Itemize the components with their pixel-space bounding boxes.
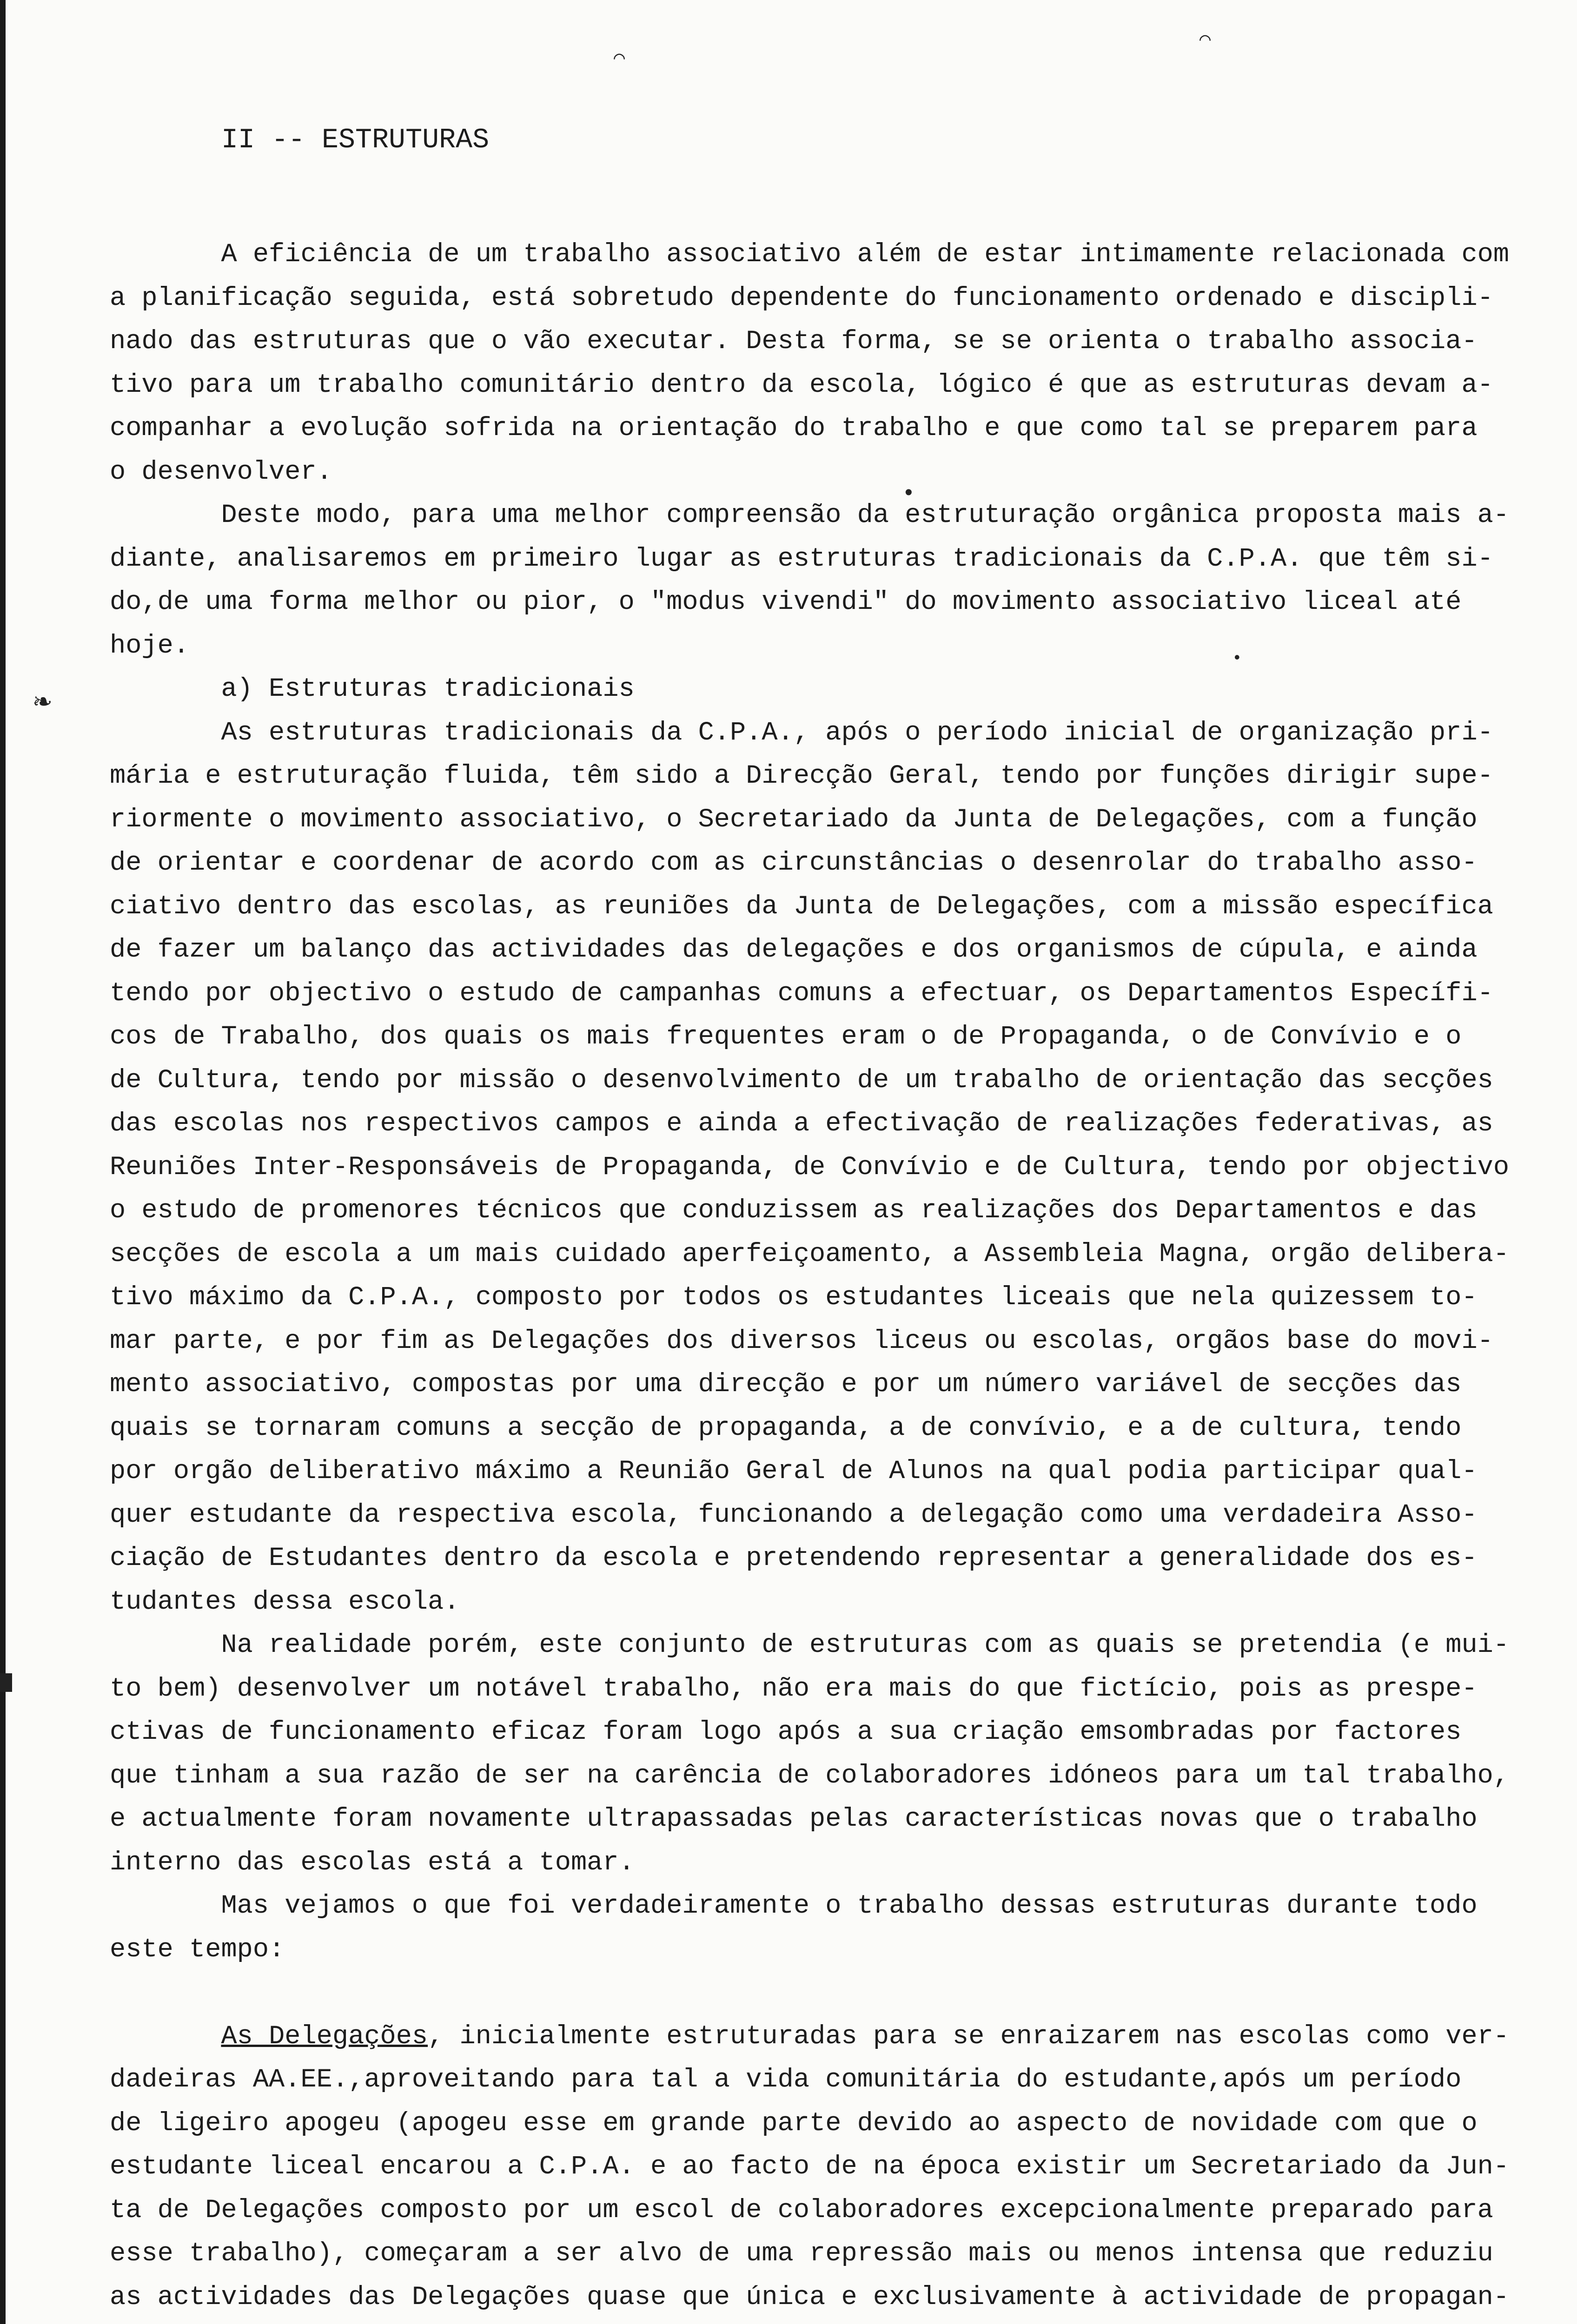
- text-line: mento associativo, compostas por uma direcção e por um número variável de secções das: [110, 1370, 1462, 1400]
- ink-dot: •: [1232, 649, 1242, 668]
- text-line: hoje.: [110, 631, 190, 661]
- text-line: tendo por objectivo o estudo de campanhas comuns a efectuar, os Departamentos Específi-: [110, 978, 1493, 1009]
- text-line: ciação de Estudantes dentro da escola e pretendendo representar a generalidade dos es-: [110, 1544, 1478, 1573]
- text-line: de ligeiro apogeu (apogeu esse em grande parte devido ao aspecto de novidade com que o: [110, 2108, 1478, 2139]
- scan-left-notch: [0, 1673, 12, 1692]
- text-line: Mas vejamos o que foi verdadeiramente o trabalho dessas estruturas durante todo: [110, 1891, 1478, 1921]
- text-line: de orientar e coordenar de acordo com as circunstâncias o desenrolar do trabalho asso-: [110, 848, 1478, 878]
- text-line: este tempo:: [110, 1934, 285, 1965]
- text-line: diante, analisaremos em primeiro lugar as estruturas tradicionais da C.P.A. que têm si-: [110, 544, 1493, 574]
- text-line: das escolas nos respectivos campos e ainda a efectivação de realizações federativas, as: [110, 1109, 1493, 1139]
- text-line: cos de Trabalho, dos quais os mais frequentes eram o de Propaganda, o de Convívio e o: [110, 1022, 1462, 1052]
- text-line: companhar a evolução sofrida na orientação do trabalho e que como tal se preparem para: [110, 414, 1478, 443]
- text-line: A eficiência de um trabalho associativo além de estar intimamente relacionada com: [110, 240, 1510, 270]
- text-line: por orgão deliberativo máximo a Reunião Geral de Alunos na qual podia participar qual-: [110, 1457, 1478, 1486]
- text-line: secções de escola a um mais cuidado aperfeiçoamento, a Assembleia Magna, orgão delibera-: [110, 1239, 1510, 1269]
- text-line: e actualmente foram novamente ultrapassadas pelas características novas que o trabalho: [110, 1804, 1478, 1834]
- text-line: mária e estruturação fluida, têm sido a Direcção Geral, tendo por funções dirigir supe-: [110, 761, 1493, 791]
- text-line: mar parte, e por fim as Delegações dos diversos liceus ou escolas, orgãos base do movi-: [110, 1326, 1493, 1356]
- text-line: ciativo dentro das escolas, as reuniões da Junta de Delegações, com a missão específica: [110, 891, 1493, 922]
- text-line: As Delegações, inicialmente estruturadas para se enraizarem nas escolas como ver-: [221, 2021, 1510, 2052]
- text-line: do,de uma forma melhor ou pior, o "modus vivendi" do movimento associativo liceal até: [110, 588, 1462, 617]
- text-line: [110, 1972, 1551, 2015]
- text-line: de Cultura, tendo por missão o desenvolvimento de um trabalho de orientação das secções: [110, 1065, 1493, 1096]
- text-line: de fazer um balanço das actividades das delegações e dos organismos de cúpula, e ainda: [110, 935, 1478, 965]
- text-line: a planificação seguida, está sobretudo dependente do funcionamento ordenado e discipli-: [110, 283, 1493, 313]
- text-line: quais se tornaram comuns a secção de propaganda, a de convívio, e a de cultura, tendo: [110, 1413, 1462, 1443]
- text-line: Na realidade porém, este conjunto de estruturas com as quais se pretendia (e mui-: [110, 1631, 1510, 1660]
- text-line: quer estudante da respectiva escola, funcionando a delegação como uma verdadeira Asso-: [110, 1500, 1478, 1530]
- text-lines: [110, 233, 1551, 2319]
- text-line: o desenvolver.: [110, 457, 332, 487]
- text-line: Reuniões Inter-Responsáveis de Propaganda, de Convívio e de Cultura, tendo por objectivo: [110, 1152, 1510, 1182]
- text-line: esse trabalho), começaram a ser alvo de uma repressão mais ou menos intensa que reduziu: [110, 2239, 1493, 2269]
- text-line: tudantes dessa escola.: [110, 1587, 460, 1617]
- text-line: ctivas de funcionamento eficaz foram logo após a sua criação emsombradas por factores: [110, 1717, 1462, 1747]
- text-line: interno das escolas está a tomar.: [110, 1848, 635, 1878]
- text-line: As estruturas tradicionais da C.P.A., após o período inicial de organização pri-: [110, 718, 1493, 748]
- delegacoes-underlined-label: As Delegações: [221, 2021, 428, 2052]
- text-line: a) Estruturas tradicionais: [110, 674, 635, 704]
- document-body: [110, 122, 1551, 2319]
- text-line: tivo máximo da C.P.A., composto por todos os estudantes liceais que nela quizessem to-: [110, 1283, 1478, 1313]
- text-line: ta de Delegações composto por um escol de colaboradores excepcionalmente preparado para: [110, 2195, 1493, 2225]
- text-line: riormente o movimento associativo, o Secretariado da Junta de Delegações, com a função: [110, 805, 1478, 835]
- text-line: estudante liceal encarou a C.P.A. e ao facto de na época existir um Secretariado da Jun-: [110, 2152, 1510, 2182]
- text-line: o estudo de promenores técnicos que conduzissem as realizações dos Departamentos e das: [110, 1196, 1478, 1226]
- text-line: tivo para um trabalho comunitário dentro da escola, lógico é que as estruturas devam a-: [110, 370, 1493, 400]
- text-line: nado das estruturas que o vão executar. Desta forma, se se orienta o trabalho associa-: [110, 327, 1478, 357]
- text-line: to bem) desenvolver um notável trabalho, não era mais do que fictício, pois as prespe-: [110, 1674, 1478, 1704]
- scan-speck: ⌒: [1199, 30, 1211, 51]
- ink-dot: •: [902, 482, 915, 507]
- section-heading: II -- ESTRUTURAS: [221, 125, 490, 156]
- margin-mark: ❧: [33, 686, 52, 720]
- text-line: as actividades das Delegações quase que única e exclusivamente à actividade de propagan-: [110, 2282, 1510, 2312]
- text-line: Deste modo, para uma melhor compreensão da estruturação orgânica proposta mais a-: [110, 501, 1510, 530]
- text-line: dadeiras AA.EE.,aproveitando para tal a vida comunitária do estudante,após um período: [110, 2065, 1462, 2095]
- text-line: que tinham a sua razão de ser na carência de colaboradores idóneos para um tal trabalho,: [110, 1761, 1510, 1791]
- scan-speck: ⌒: [614, 48, 625, 69]
- scan-left-edge: [0, 0, 6, 2324]
